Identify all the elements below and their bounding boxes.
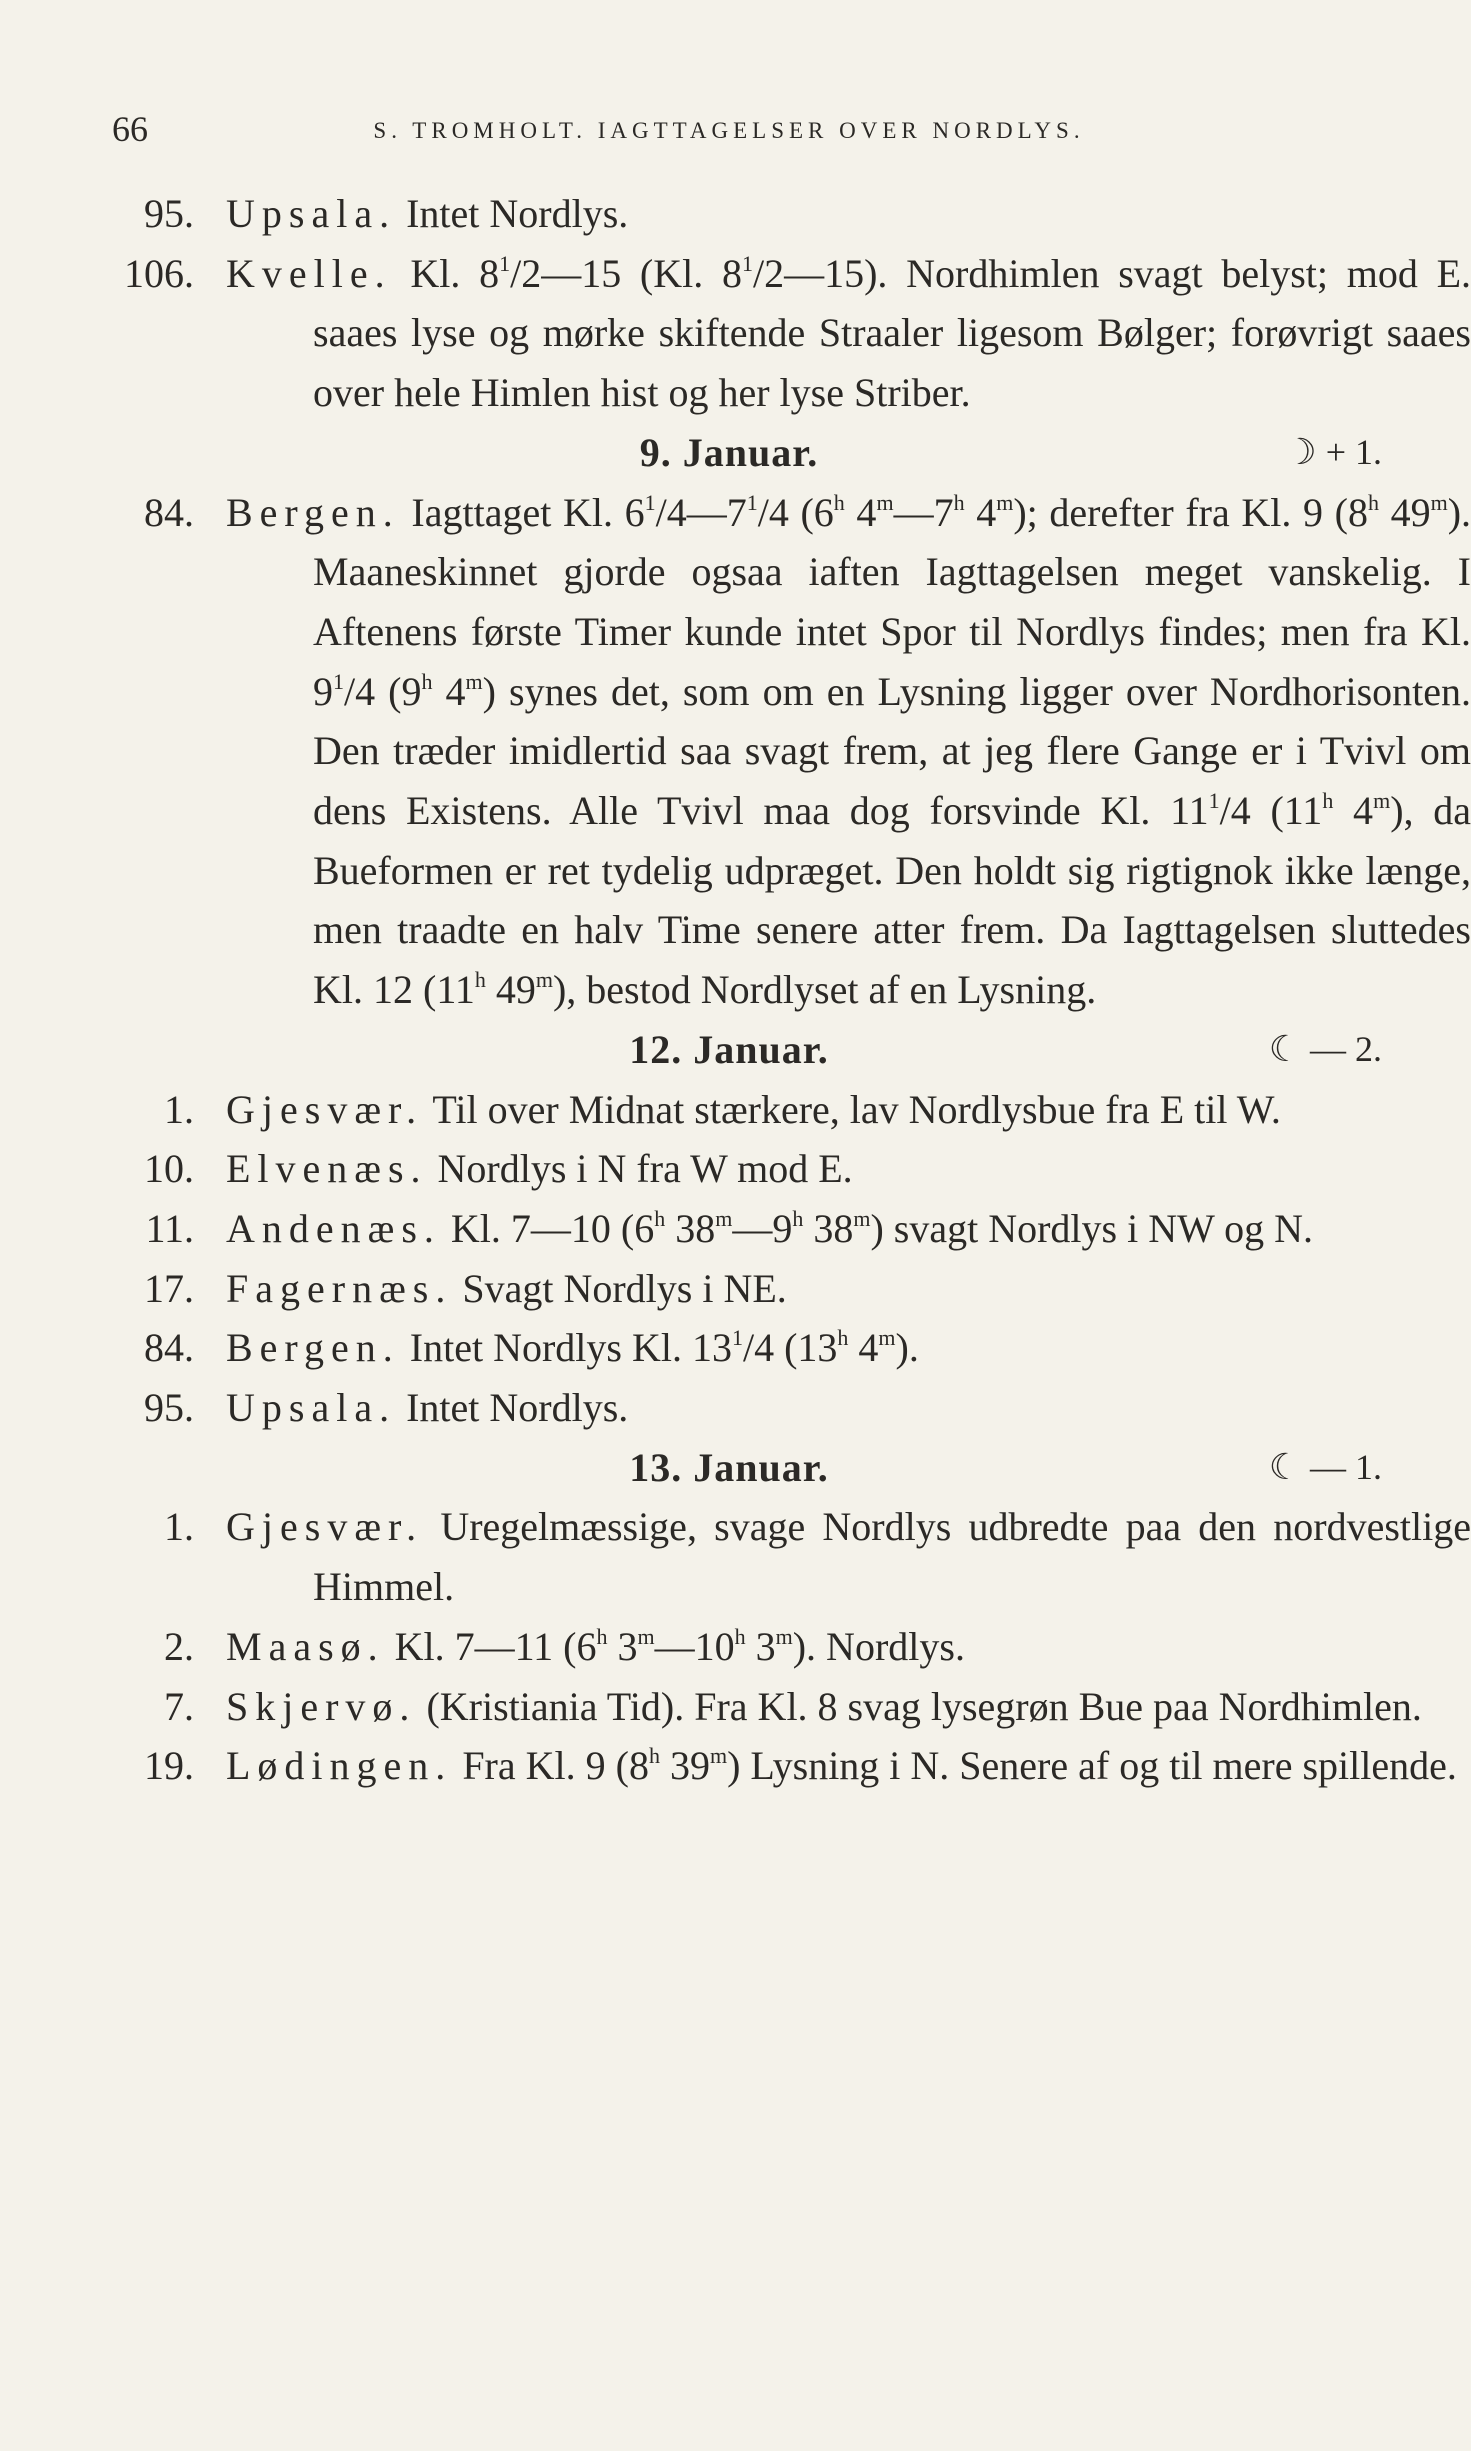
running-title: S. TROMHOLT. IAGTTAGELSER OVER NORDLYS. <box>373 118 1085 143</box>
station-number: 84. <box>144 489 194 535</box>
date-heading <box>0 423 1458 483</box>
station-name: Lødingen. <box>226 1743 453 1789</box>
station-name: Elvenæs. <box>226 1146 428 1192</box>
entry-text <box>226 1199 1471 1259</box>
observation-text: (Kristiania Tid). Fra Kl. 8 svag lysegrøn Bue paa Nordhimlen. <box>416 1683 1422 1729</box>
observation-text: Svagt Nordlys i NE. <box>452 1265 787 1311</box>
station-number: 10. <box>144 1146 194 1192</box>
station-name: Maasø. <box>226 1623 385 1669</box>
entry-text <box>226 483 1471 1020</box>
station-name: Fagernæs. <box>226 1265 453 1311</box>
entry-text <box>226 1497 1471 1616</box>
station-name: Bergen. <box>226 1325 400 1371</box>
date-heading <box>0 1020 1458 1080</box>
station-number: 2. <box>164 1623 194 1669</box>
station-number: 1. <box>164 1086 194 1132</box>
station-name: Gjesvær. <box>226 1504 424 1550</box>
station-number: 7. <box>164 1683 194 1729</box>
station-number: 106. <box>124 250 194 296</box>
observation-text: Fra Kl. 9 (8$^h$ 39$^m$) Lysning i N. Senere af og til mere spillende. <box>452 1743 1457 1789</box>
date-label: 9. Januar. <box>639 429 819 475</box>
station-number: 1. <box>164 1504 194 1550</box>
station-number: 95. <box>144 1385 194 1431</box>
observation-entry <box>0 1080 1458 1140</box>
moon-phase: ☾ — 2. <box>1268 1028 1382 1069</box>
page-number: 66 <box>112 109 148 149</box>
station-number: 11. <box>145 1205 194 1251</box>
station-name: Andenæs. <box>226 1205 441 1251</box>
station-name: Upsala. <box>226 191 397 236</box>
date-heading <box>0 1438 1458 1498</box>
observation-entry <box>0 1497 1471 1616</box>
observation-text: Intet Nordlys. <box>396 1385 629 1431</box>
observation-text: Uregelmæssige, svage Nordlys udbredte paa den nordvestlige Himmel. <box>313 1504 1471 1610</box>
entry-text <box>226 1677 1471 1737</box>
observation-entry <box>0 1677 1458 1737</box>
station-number: 17. <box>144 1265 194 1311</box>
station-name: Gjesvær. <box>226 1086 424 1132</box>
observation-entry <box>0 1736 1458 1796</box>
station-number: 84. <box>144 1325 194 1371</box>
observation-entry <box>0 1139 1458 1199</box>
page-header <box>0 108 1458 168</box>
entry-text <box>226 1259 1471 1319</box>
observation-entry <box>0 483 1471 1020</box>
date-label: 13. Januar. <box>629 1444 829 1490</box>
entry-text <box>226 1378 1471 1438</box>
entry-text <box>226 1318 1471 1378</box>
observation-text: Kl. $8^1/2—15$ (Kl. $8^1/2—15$). Nordhimlen svagt belyst; mod E. saaes lyse og mørke skiftende Straaler ligesom Bølger; forøvrigt saaes over hele Himlen hist og her lyse Striber. <box>313 250 1471 416</box>
observation-text: Intet Nordlys Kl. $13^1/4$ (13$^h$ 4$^m$). <box>399 1325 919 1371</box>
observation-entry <box>0 1378 1458 1438</box>
date-label: 12. Januar. <box>629 1026 829 1072</box>
station-number: 95. <box>144 191 194 236</box>
moon-phase: ☽ + 1. <box>1284 431 1382 472</box>
observation-entry <box>0 1199 1458 1259</box>
entry-text <box>226 1139 1471 1199</box>
observation-text: Kl. 7—11 (6$^h$ 3$^m$—10$^h$ 3$^m$). Nordlys. <box>384 1623 965 1669</box>
observation-entry <box>0 1318 1458 1378</box>
observation-text: Iagttaget Kl. $6^1/4—7^1/4$ (6$^h$ 4$^m$—7$^h$ 4$^m$); derefter fra Kl. 9 (8$^h$ 49$^m$). Maaneskinnet gjorde ogsaa iaften Iagttagelsen meget vanskelig. I Aftenens første Timer kunde intet Spor til Nordlys findes; men fra Kl. $9^1/4$ (9$^h$ 4$^m$) synes det, som om en Lysning ligger over Nordhorisonten. Den træder imidlertid saa svagt frem, at jeg flere Gange er i Tvivl om dens Existens. Alle Tvivl maa dog forsvinde Kl. $11^1/4$ (11$^h$ 4$^m$), da Bueformen er ret tydelig udpræget. Den holdt sig rigtignok ikke længe, men traadte en halv Time senere atter frem. Da Iagttagelsen sluttedes Kl. 12 (11$^h$ 49$^m$), bestod Nordlyset af en Lysning. <box>313 489 1471 1013</box>
entry-text <box>226 1736 1471 1796</box>
station-name: Bergen. <box>226 489 400 535</box>
observation-text: Nordlys i N fra W mod E. <box>427 1146 853 1192</box>
moon-phase: ☾ — 1. <box>1268 1446 1382 1487</box>
observation-text: Intet Nordlys. <box>396 191 629 236</box>
observation-entry <box>0 184 1458 244</box>
observation-text: Til over Midnat stærkere, lav Nordlysbue fra E til W. <box>423 1086 1281 1132</box>
entry-text <box>226 244 1471 423</box>
station-name: Skjervø. <box>226 1683 417 1729</box>
station-name: Upsala. <box>226 1385 397 1431</box>
station-number: 19. <box>144 1743 194 1789</box>
entry-text <box>226 1080 1471 1140</box>
observation-entry <box>0 244 1471 423</box>
observation-text: Kl. 7—10 (6$^h$ 38$^m$—9$^h$ 38$^m$) svagt Nordlys i NW og N. <box>440 1205 1314 1251</box>
entry-text <box>226 184 1471 244</box>
page-body <box>0 184 1471 1796</box>
entry-text <box>226 1617 1471 1677</box>
observation-entry <box>0 1617 1458 1677</box>
observation-entry <box>0 1259 1458 1319</box>
station-name: Kvelle. <box>226 250 392 296</box>
